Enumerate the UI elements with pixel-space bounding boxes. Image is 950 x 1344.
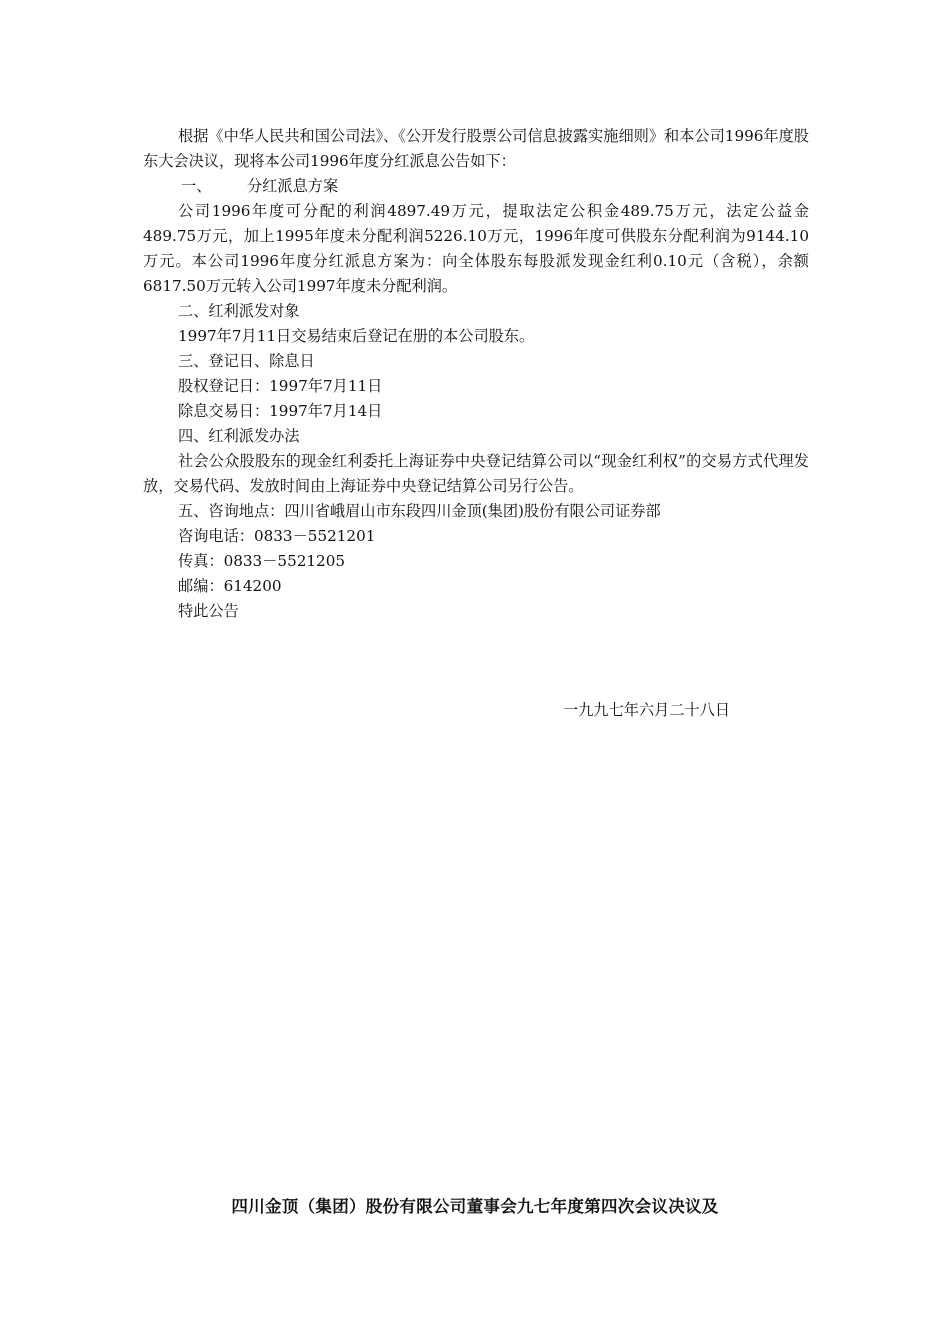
section-5-heading: 五、咨询地点：四川省峨眉山市东段四川金顶(集团)股份有限公司证券部 bbox=[178, 502, 661, 520]
postcode-line: 邮编：614200 bbox=[178, 577, 282, 595]
record-date-line: 股权登记日：1997年7月11日 bbox=[178, 377, 383, 395]
phone-line: 咨询电话：0833－5521201 bbox=[178, 527, 376, 545]
closing-line: 特此公告 bbox=[178, 602, 239, 620]
next-announcement-title: 四川金顶（集团）股份有限公司董事会九七年度第四次会议决议及 bbox=[231, 1197, 719, 1216]
fax-line: 传真：0833－5521205 bbox=[178, 552, 346, 570]
section-1-title: 分红派息方案 bbox=[247, 177, 339, 195]
section-1-paragraph: 公司1996年度可分配的利润4897.49万元，提取法定公积金489.75万元，法定公益金489.75万元，加上1995年度未分配利润5226.10万元，1996年度可供股东分配利润为9144.10万元。本公司1996年度分红派息方案为：向全体股东每股派发现金红利0.10元（含税），余额6817.50万元转入公司1997年度未分配利润。 bbox=[143, 202, 809, 295]
section-4-heading: 四、红利派发办法 bbox=[178, 427, 300, 445]
section-4-paragraph: 社会公众股股东的现金红利委托上海证券中央登记结算公司以“现金红利权”的交易方式代理发放，交易代码、发放时间由上海证券中央登记结算公司另行公告。 bbox=[143, 452, 809, 495]
announcement-date: 一九九七年六月二十八日 bbox=[563, 701, 731, 719]
section-3-heading: 三、登记日、除息日 bbox=[178, 352, 315, 370]
section-2-heading: 二、红利派发对象 bbox=[178, 302, 300, 320]
section-1-number: 一、 bbox=[181, 177, 212, 195]
section-1-heading bbox=[143, 174, 809, 199]
section-2-paragraph: 1997年7月11日交易结束后登记在册的本公司股东。 bbox=[178, 327, 535, 345]
ex-dividend-date-line: 除息交易日：1997年7月14日 bbox=[178, 402, 383, 420]
intro-paragraph: 根据《中华人民共和国公司法》、《公开发行股票公司信息披露实施细则》和本公司1996年度股东大会决议，现将本公司1996年度分红派息公告如下： bbox=[143, 127, 809, 170]
announcement-body bbox=[143, 124, 809, 624]
